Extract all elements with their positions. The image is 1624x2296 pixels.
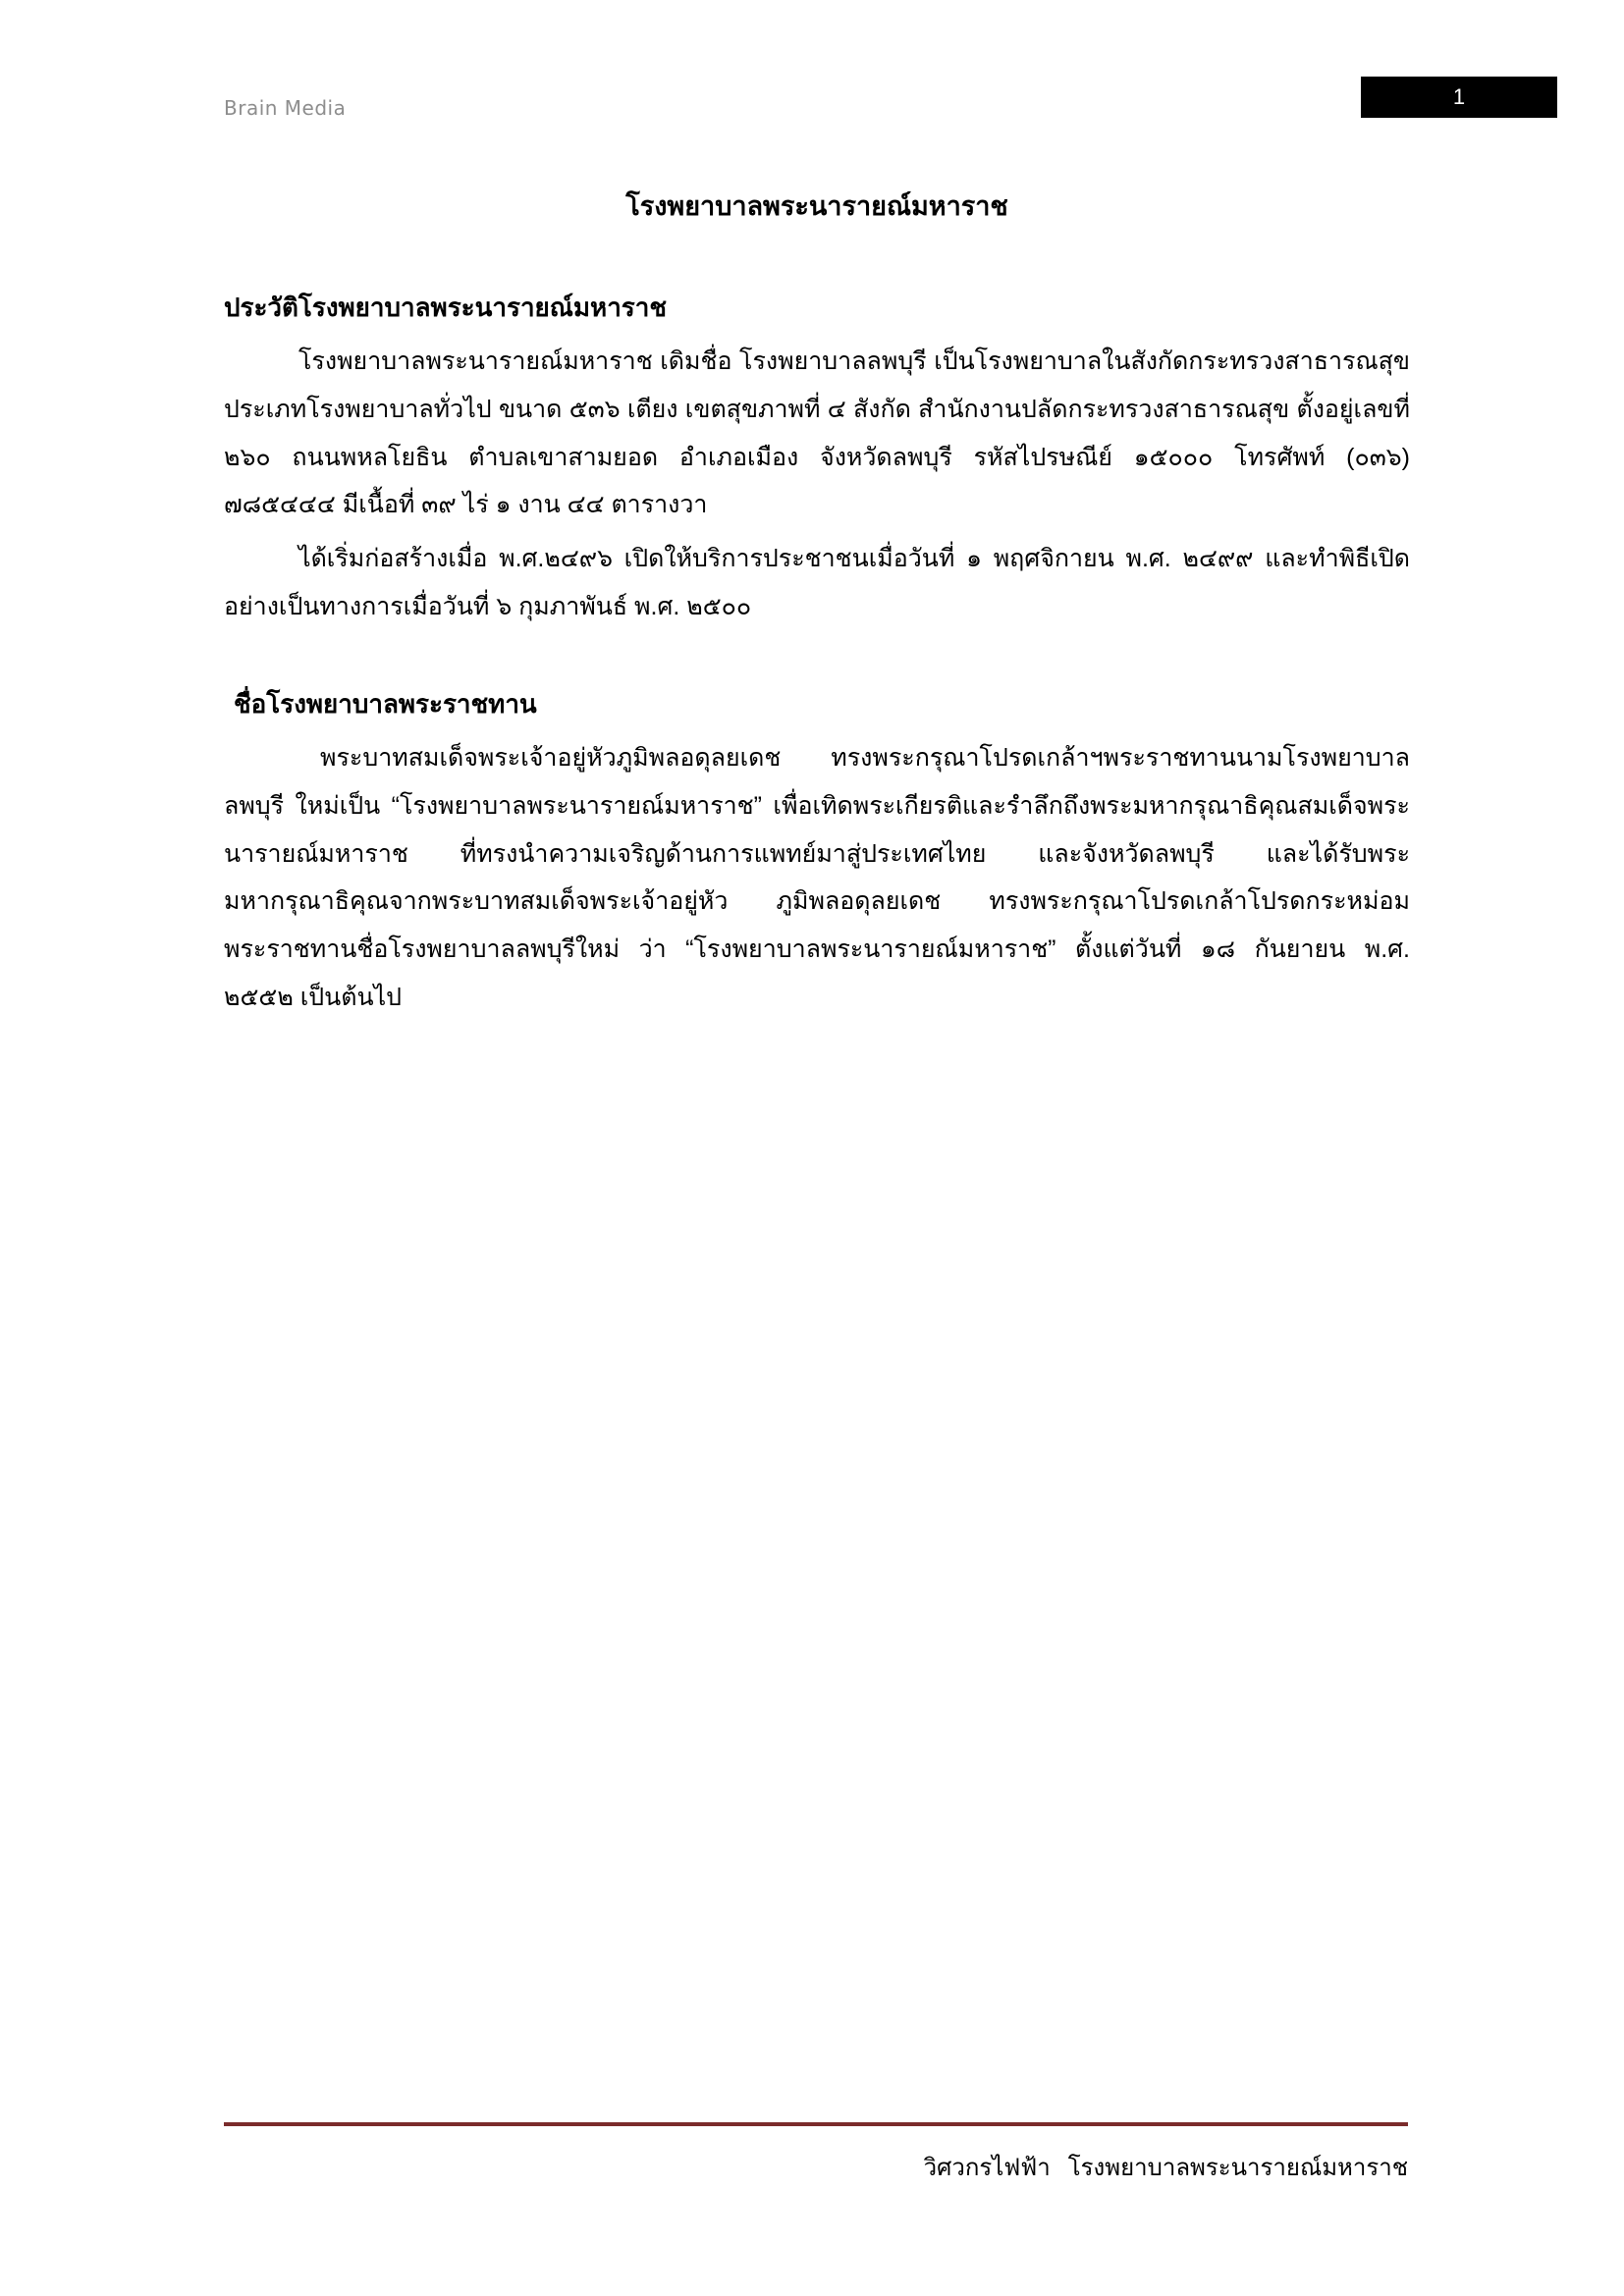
footer-divider	[224, 2122, 1408, 2126]
section-heading-royal-name: ชื่อโรงพยาบาลพระราชทาน	[234, 688, 537, 719]
section-heading-history: ประวัติโรงพยาบาลพระนารายณ์มหาราช	[224, 292, 668, 322]
section-spacer	[224, 637, 1410, 684]
footer	[224, 2150, 1408, 2187]
paragraph-history-2: ได้เริ่มก่อสร้างเมื่อ พ.ศ.๒๔๙๖ เปิดให้บริการประชาชนเมื่อวันที่ ๑ พฤศจิกายน พ.ศ. ๒๔๙๙ และทำพิธีเปิดอย่างเป็นทางการเมื่อวันที่ ๖ กุมภาพันธ์ พ.ศ. ๒๕๐๐	[224, 545, 1410, 620]
document-body	[224, 187, 1410, 1028]
paragraph-royal-name-1: พระบาทสมเด็จพระเจ้าอยู่หัวภูมิพลอดุลยเดช ทรงพระกรุณาโปรดเกล้าฯพระราชทานนามโรงพยาบาลลพบุรี ใหม่เป็น “โรงพยาบาลพระนารายณ์มหาราช” เพื่อเทิดพระเกียรติและรำลึกถึงพระมหากรุณาธิคุณสมเด็จพระนารายณ์มหาราช ที่ทรงนำความเจริญด้านการแพทย์มาสู่ประเทศไทย และจังหวัดลพบุรี และได้รับพระมหากรุณาธิคุณจากพระบาทสมเด็จพระเจ้าอยู่หัว ภูมิพลอดุลยเดช ทรงพระกรุณาโปรดเกล้าโปรดกระหม่อมพระราชทานชื่อโรงพยาบาลลพบุรีใหม่ ว่า “โรงพยาบาลพระนารายณ์มหาราช” ตั้งแต่วันที่ ๑๘ กันยายน พ.ศ. ๒๕๕๒ เป็นต้นไป	[224, 744, 1410, 1011]
footer-right-label: โรงพยาบาลพระนารายณ์มหาราช	[1067, 2155, 1408, 2181]
paragraph-history-1: โรงพยาบาลพระนารายณ์มหาราช เดิมชื่อ โรงพยาบาลลพบุรี เป็นโรงพยาบาลในสังกัดกระทรวงสาธารณสุขประเภทโรงพยาบาลทั่วไป ขนาด ๕๓๖ เตียง เขตสุขภาพที่ ๔ สังกัด สำนักงานปลัดกระทรวงสาธารณสุข ตั้งอยู่เลขที่ ๒๖๐ ถนนพหลโยธิน ตำบลเขาสามยอด อำเภอเมือง จังหวัดลพบุรี รหัสไปรษณีย์ ๑๕๐๐๐ โทรศัพท์ (๐๓๖) ๗๘๕๔๔๔ มีเนื้อที่ ๓๙ ไร่ ๑ งาน ๔๔ ตารางวา	[224, 347, 1410, 519]
header-brand-label: Brain Media	[224, 96, 347, 120]
footer-left-label: วิศวกรไฟฟ้า	[923, 2155, 1051, 2181]
document-title: โรงพยาบาลพระนารายณ์มหาราช	[625, 191, 1008, 221]
page-number-badge: 1	[1361, 77, 1557, 118]
